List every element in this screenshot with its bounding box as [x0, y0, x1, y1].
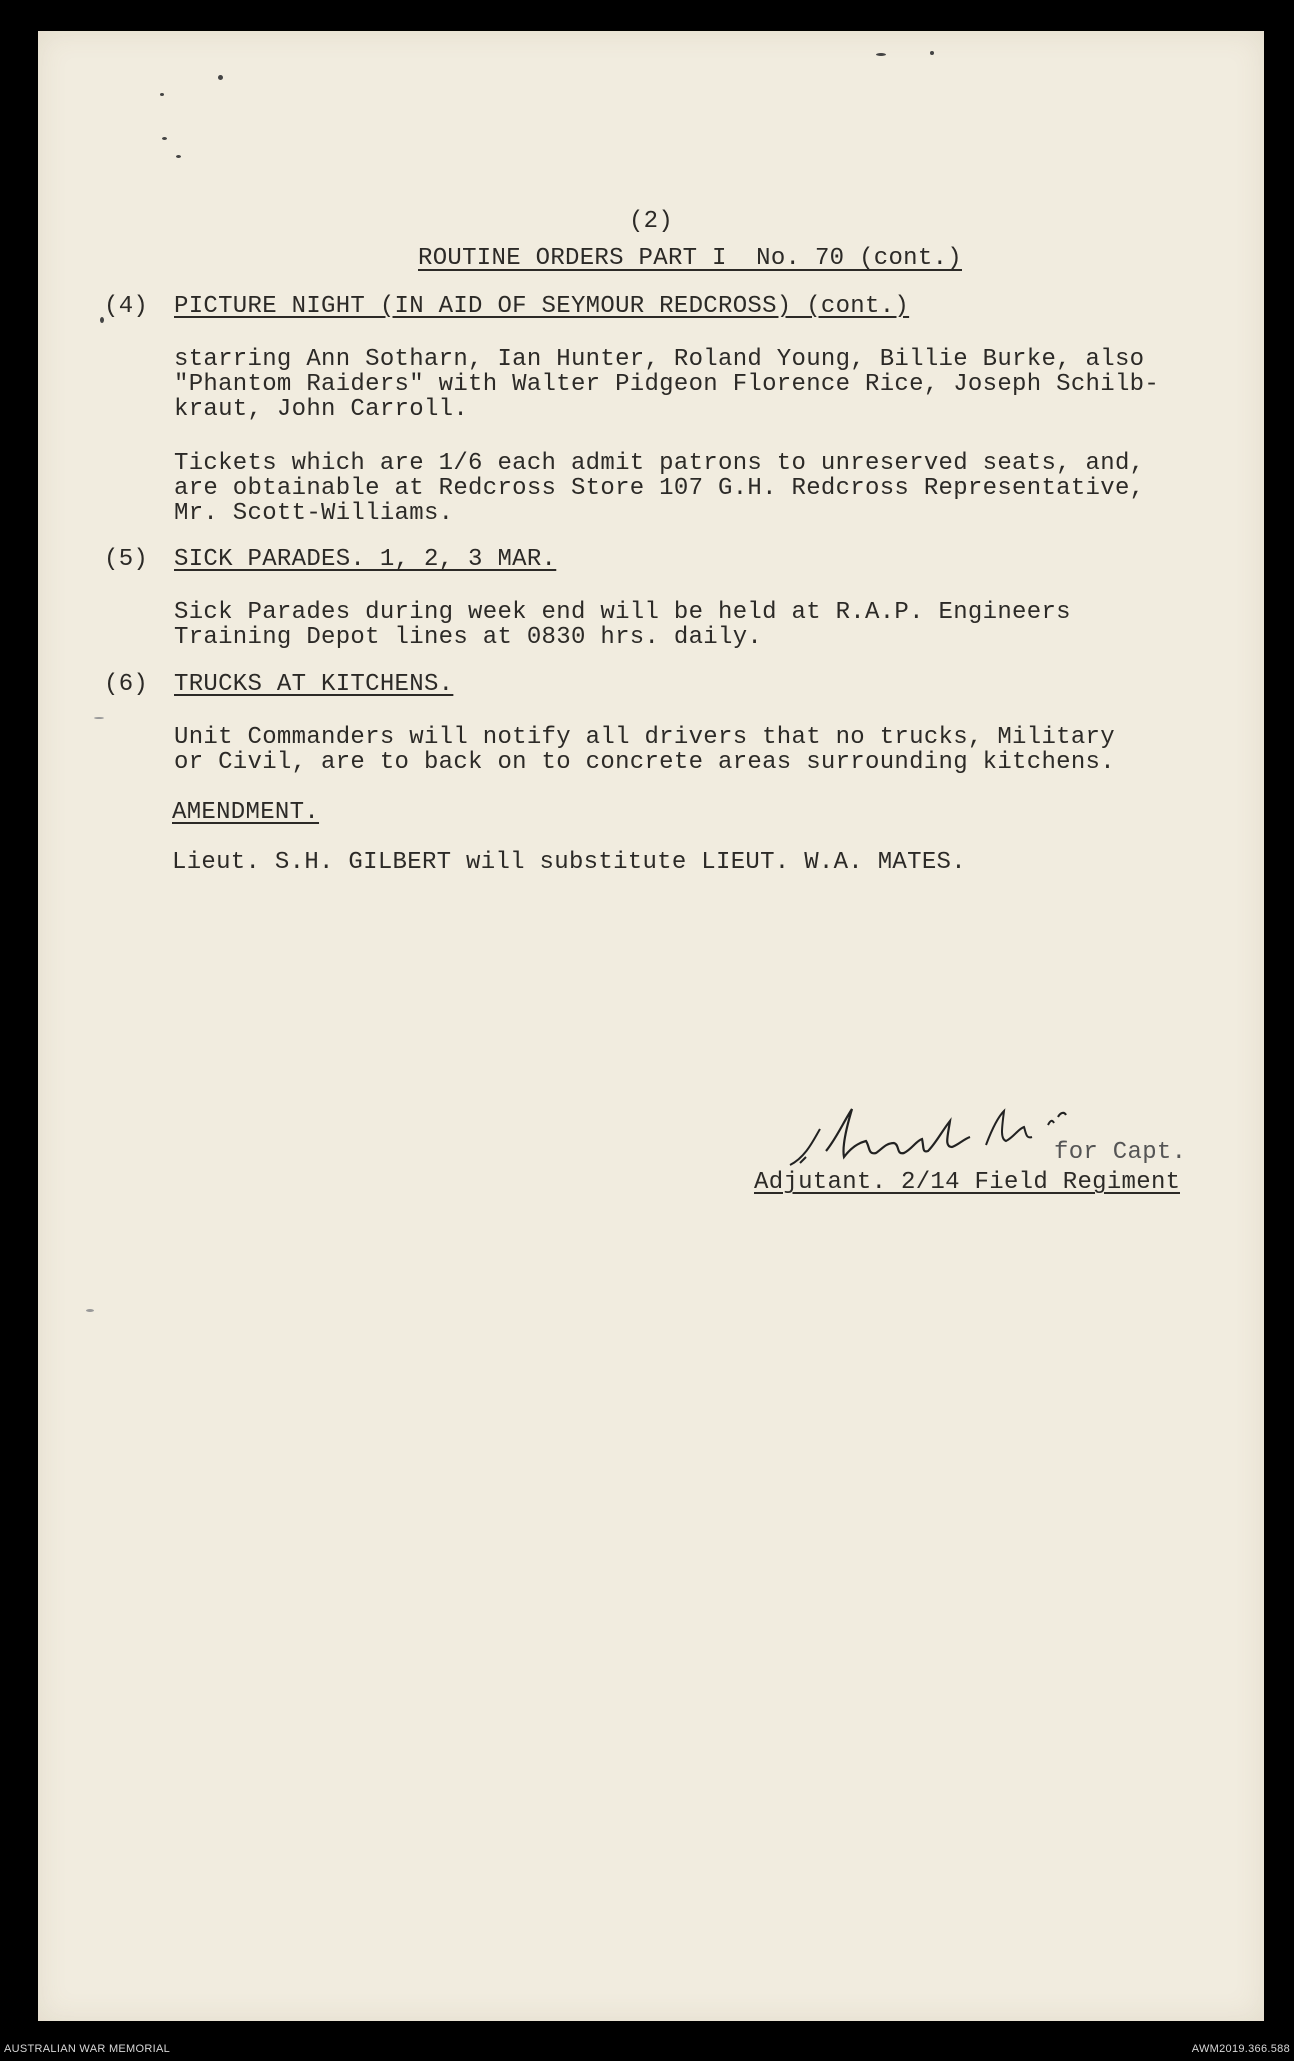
section-heading: PICTURE NIGHT (IN AID OF SEYMOUR REDCROSS) (cont.)	[174, 293, 910, 320]
text-line: "Phantom Raiders" with Walter Pidgeon Florence Rice, Joseph Schilb-	[174, 371, 1160, 398]
text-line: Sick Parades during week end will be held at R.A.P. Engineers	[174, 599, 1071, 626]
section-number: (5)	[104, 546, 149, 573]
paper-speck	[94, 717, 104, 719]
section-heading: TRUCKS AT KITCHENS.	[174, 671, 454, 698]
paper-speck	[162, 137, 167, 140]
for-capt-line: for Capt.	[1054, 1139, 1187, 1166]
footer-credit: AUSTRALIAN WAR MEMORIAL	[4, 2043, 171, 2055]
text-line: Tickets which are 1/6 each admit patrons to unreserved seats, and,	[174, 450, 1145, 477]
section-number: (4)	[104, 293, 149, 320]
paper-speck	[176, 155, 181, 158]
paper-speck	[218, 75, 223, 80]
paper-speck	[876, 53, 886, 56]
paper-speck	[160, 93, 164, 96]
text-line: or Civil, are to back on to concrete areas surrounding kitchens.	[174, 749, 1115, 776]
adjutant-line: Adjutant. 2/14 Field Regiment	[754, 1170, 1180, 1196]
page-number: (2)	[628, 208, 674, 235]
footer-accession-number: AWM2019.366.588	[1191, 2043, 1290, 2055]
amendment-text: Lieut. S.H. GILBERT will substitute LIEUT. W.A. MATES.	[172, 849, 966, 876]
text-line: Mr. Scott-Williams.	[174, 500, 454, 527]
text-line: are obtainable at Redcross Store 107 G.H. Redcross Representative,	[174, 475, 1145, 502]
text-line: Training Depot lines at 0830 hrs. daily.	[174, 624, 763, 651]
text-line: starring Ann Sotharn, Ian Hunter, Roland Young, Billie Burke, also	[174, 346, 1145, 373]
paper-speck	[930, 51, 934, 55]
page-title: ROUTINE ORDERS PART I No. 70 (cont.)	[418, 245, 962, 272]
paper-speck	[86, 1309, 94, 1312]
text-line: kraut, John Carroll.	[174, 396, 469, 423]
amendment-heading: AMENDMENT.	[172, 799, 320, 826]
document-page	[38, 31, 1264, 2021]
section-number: (6)	[104, 671, 149, 698]
text-line: Unit Commanders will notify all drivers that no trucks, Military	[174, 724, 1115, 751]
section-heading: SICK PARADES. 1, 2, 3 MAR.	[174, 546, 557, 573]
